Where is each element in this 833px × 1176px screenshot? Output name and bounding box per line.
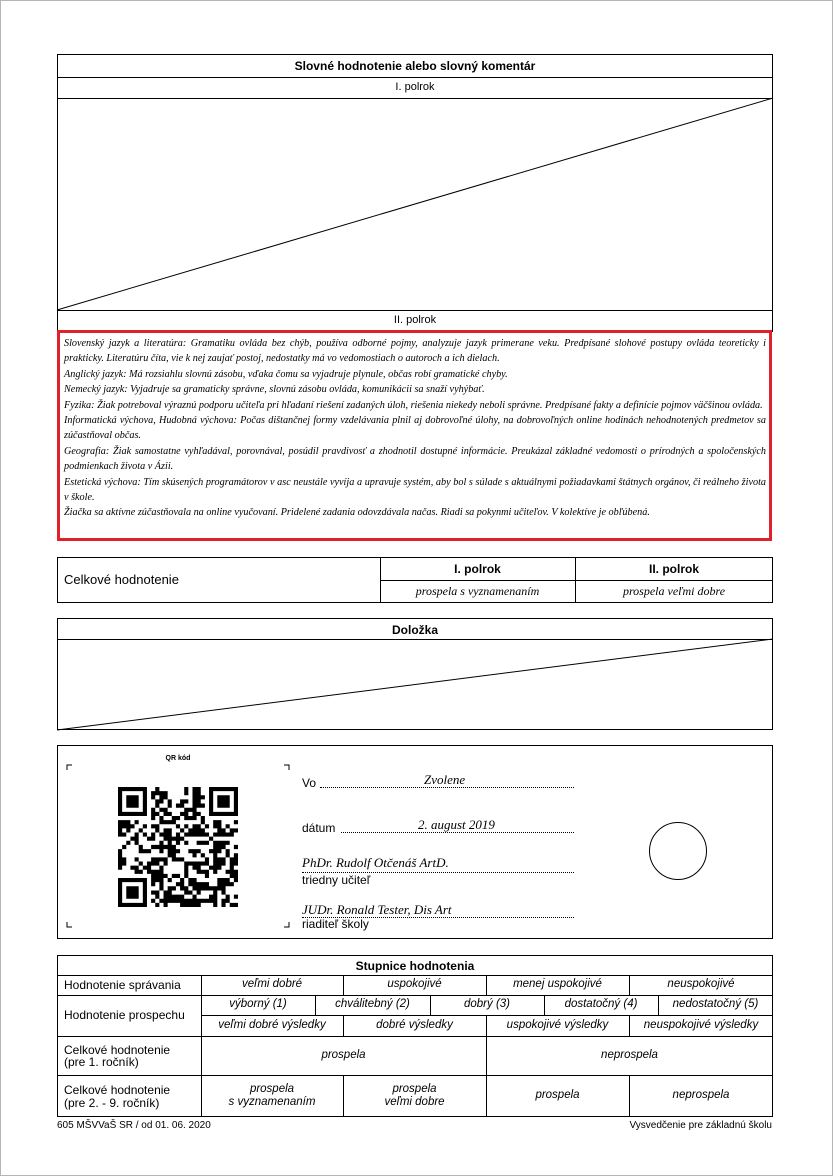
comment-german: Nemecký jazyk: Vyjadruje sa gramaticky správne, slovnú zásobu ovláda, komunikácii sa snaží vyhýbať. xyxy=(64,384,485,396)
behavior-grade-3: menej uspokojivé xyxy=(513,978,602,990)
grading-scale-title: Stupnice hodnotenia xyxy=(355,959,475,973)
progress-grade-4: dostatočný (4) xyxy=(564,998,638,1010)
place-prefix: Vo xyxy=(302,776,317,790)
teacher-role: triedny učiteľ xyxy=(302,873,371,887)
overall2-grade-2-line1: prospela xyxy=(392,1083,437,1095)
progress-grade-3: dobrý (3) xyxy=(463,998,511,1010)
overall1-label-line2: (pre 1. ročník) xyxy=(64,1055,139,1069)
overall2-label-line2: (pre 2. - 9. ročník) xyxy=(64,1096,160,1110)
director-name: JUDr. Ronald Tester, Dis Art xyxy=(302,902,452,917)
overall2-grade-3: prospela xyxy=(535,1089,580,1101)
overall1-fail: neprospela xyxy=(601,1049,658,1061)
verbal-evaluation-title: Slovné hodnotenie alebo slovný komentár xyxy=(294,59,536,73)
progress-label: Hodnotenie prospechu xyxy=(64,1008,185,1022)
progress-grade-1: výborný (1) xyxy=(229,998,287,1010)
teacher-name: PhDr. Rudolf Otčenáš ArtD. xyxy=(302,855,449,870)
progress-grade-5: nedostatočný (5) xyxy=(672,998,759,1010)
semester2-comments xyxy=(57,330,772,541)
overall2-grade-4: neprospela xyxy=(672,1089,730,1101)
overall2-grade-1-line2: s vyznamenaním xyxy=(228,1096,316,1108)
progress-result-3: uspokojivé výsledky xyxy=(506,1019,609,1031)
overall-semester1-value: prospela s vyznamenaním xyxy=(415,584,540,598)
qr-code-icon xyxy=(118,787,238,907)
behavior-grade-4: neuspokojivé xyxy=(667,978,735,990)
behavior-grade-2: uspokojivé xyxy=(387,978,442,990)
director-role: riaditeľ školy xyxy=(302,917,369,931)
comment-informatics-music: Informatická výchova, Hudobná výchova: Počas dištančnej formy vzdelávania plnil aj dobrovoľné úlohy, na dobrovoľných online hodinách nehodnotených predmetov sa zúčastňoval občas. xyxy=(64,415,766,442)
behavior-label: Hodnotenie správania xyxy=(64,978,181,992)
semester1-label: I. polrok xyxy=(395,81,435,93)
comment-physics: Fyzika: Žiak potreboval výraznú podporu učiteľa pri hľadaní riešení zadaných úloh, riešenia niekedy neboli správne. Predpísané fakty a definície pojmov väčšinou ovláda. xyxy=(64,399,763,411)
date-prefix: dátum xyxy=(302,821,336,835)
clause-strike-line xyxy=(57,639,773,730)
clause-title: Doložka xyxy=(391,623,438,637)
overall-semester2-header: II. polrok xyxy=(648,562,699,576)
overall2-label-line1: Celkové hodnotenie xyxy=(64,1083,171,1097)
footer-form-number: 605 MŠVVaŠ SR / od 01. 06. 2020 xyxy=(57,1120,211,1131)
overall1-label-line1: Celkové hodnotenie xyxy=(64,1043,171,1057)
comment-geography: Geografia: Žiak samostatne vyhľadával, porovnával, posúdil pravdivosť a zhodnotil dostupné informácie. Preukázal základné vedomosti o prírodných a spoločenských podmienkach života v Ázii. xyxy=(64,445,766,473)
footer-document-type: Vysvedčenie pre základnú školu xyxy=(629,1120,772,1131)
overall2-grade-1-line1: prospela xyxy=(249,1083,295,1095)
comment-general: Žiačka sa aktívne zúčastňovala na online vyučovaní. Pridelené zadania odovzdávala načas. Riadi sa pokynmi učiteľov. V kolektíve je obľúbená. xyxy=(64,507,650,519)
overall-semester2-value: prospela veľmi dobre xyxy=(622,584,726,598)
overall2-grade-2-line2: veľmi dobre xyxy=(384,1096,445,1108)
behavior-grade-1: veľmi dobré xyxy=(241,978,303,990)
school-stamp-circle xyxy=(649,822,707,880)
progress-result-2: dobré výsledky xyxy=(376,1019,453,1031)
semester1-strike-line xyxy=(57,98,773,310)
semester2-label: II. polrok xyxy=(393,314,437,326)
comment-aesthetic: Estetická výchova: Tím skúsených programátorov v asc neustále vyvíja a upravuje systém, aby bol s súlade s aktuálnymi požiadavkami štátnych orgánov, či reálneho života v škole. xyxy=(64,476,766,504)
progress-result-4: neuspokojivé výsledky xyxy=(643,1019,759,1031)
place-value: Zvolene xyxy=(424,772,466,787)
comment-english: Anglický jazyk: Má rozsiahlu slovnú zásobu, vďaka čomu sa vyjadruje plynule, občas robí gramatické chyby. xyxy=(64,368,508,380)
overall-semester1-header: I. polrok xyxy=(454,562,501,576)
overall1-pass: prospela xyxy=(321,1049,366,1061)
date-value: 2. august 2019 xyxy=(418,817,495,832)
overall-evaluation-label: Celkové hodnotenie xyxy=(64,572,179,587)
progress-grade-2: chválitebný (2) xyxy=(335,998,410,1010)
comment-slovak: Slovenský jazyk a literatúra: Gramatiku ovláda bez chýb, používa odborné pojmy, analyzuje jazyk primerane veku. Predpísané slohové postupy ovláda teoreticky i prakticky. Literatúru číta, vie k nej zaujať postoj, nedostatky má vo vedomostiach o autoroch a ich dielach. xyxy=(64,338,766,365)
progress-result-1: veľmi dobré výsledky xyxy=(218,1019,326,1031)
qr-label: QR kód xyxy=(165,755,191,762)
